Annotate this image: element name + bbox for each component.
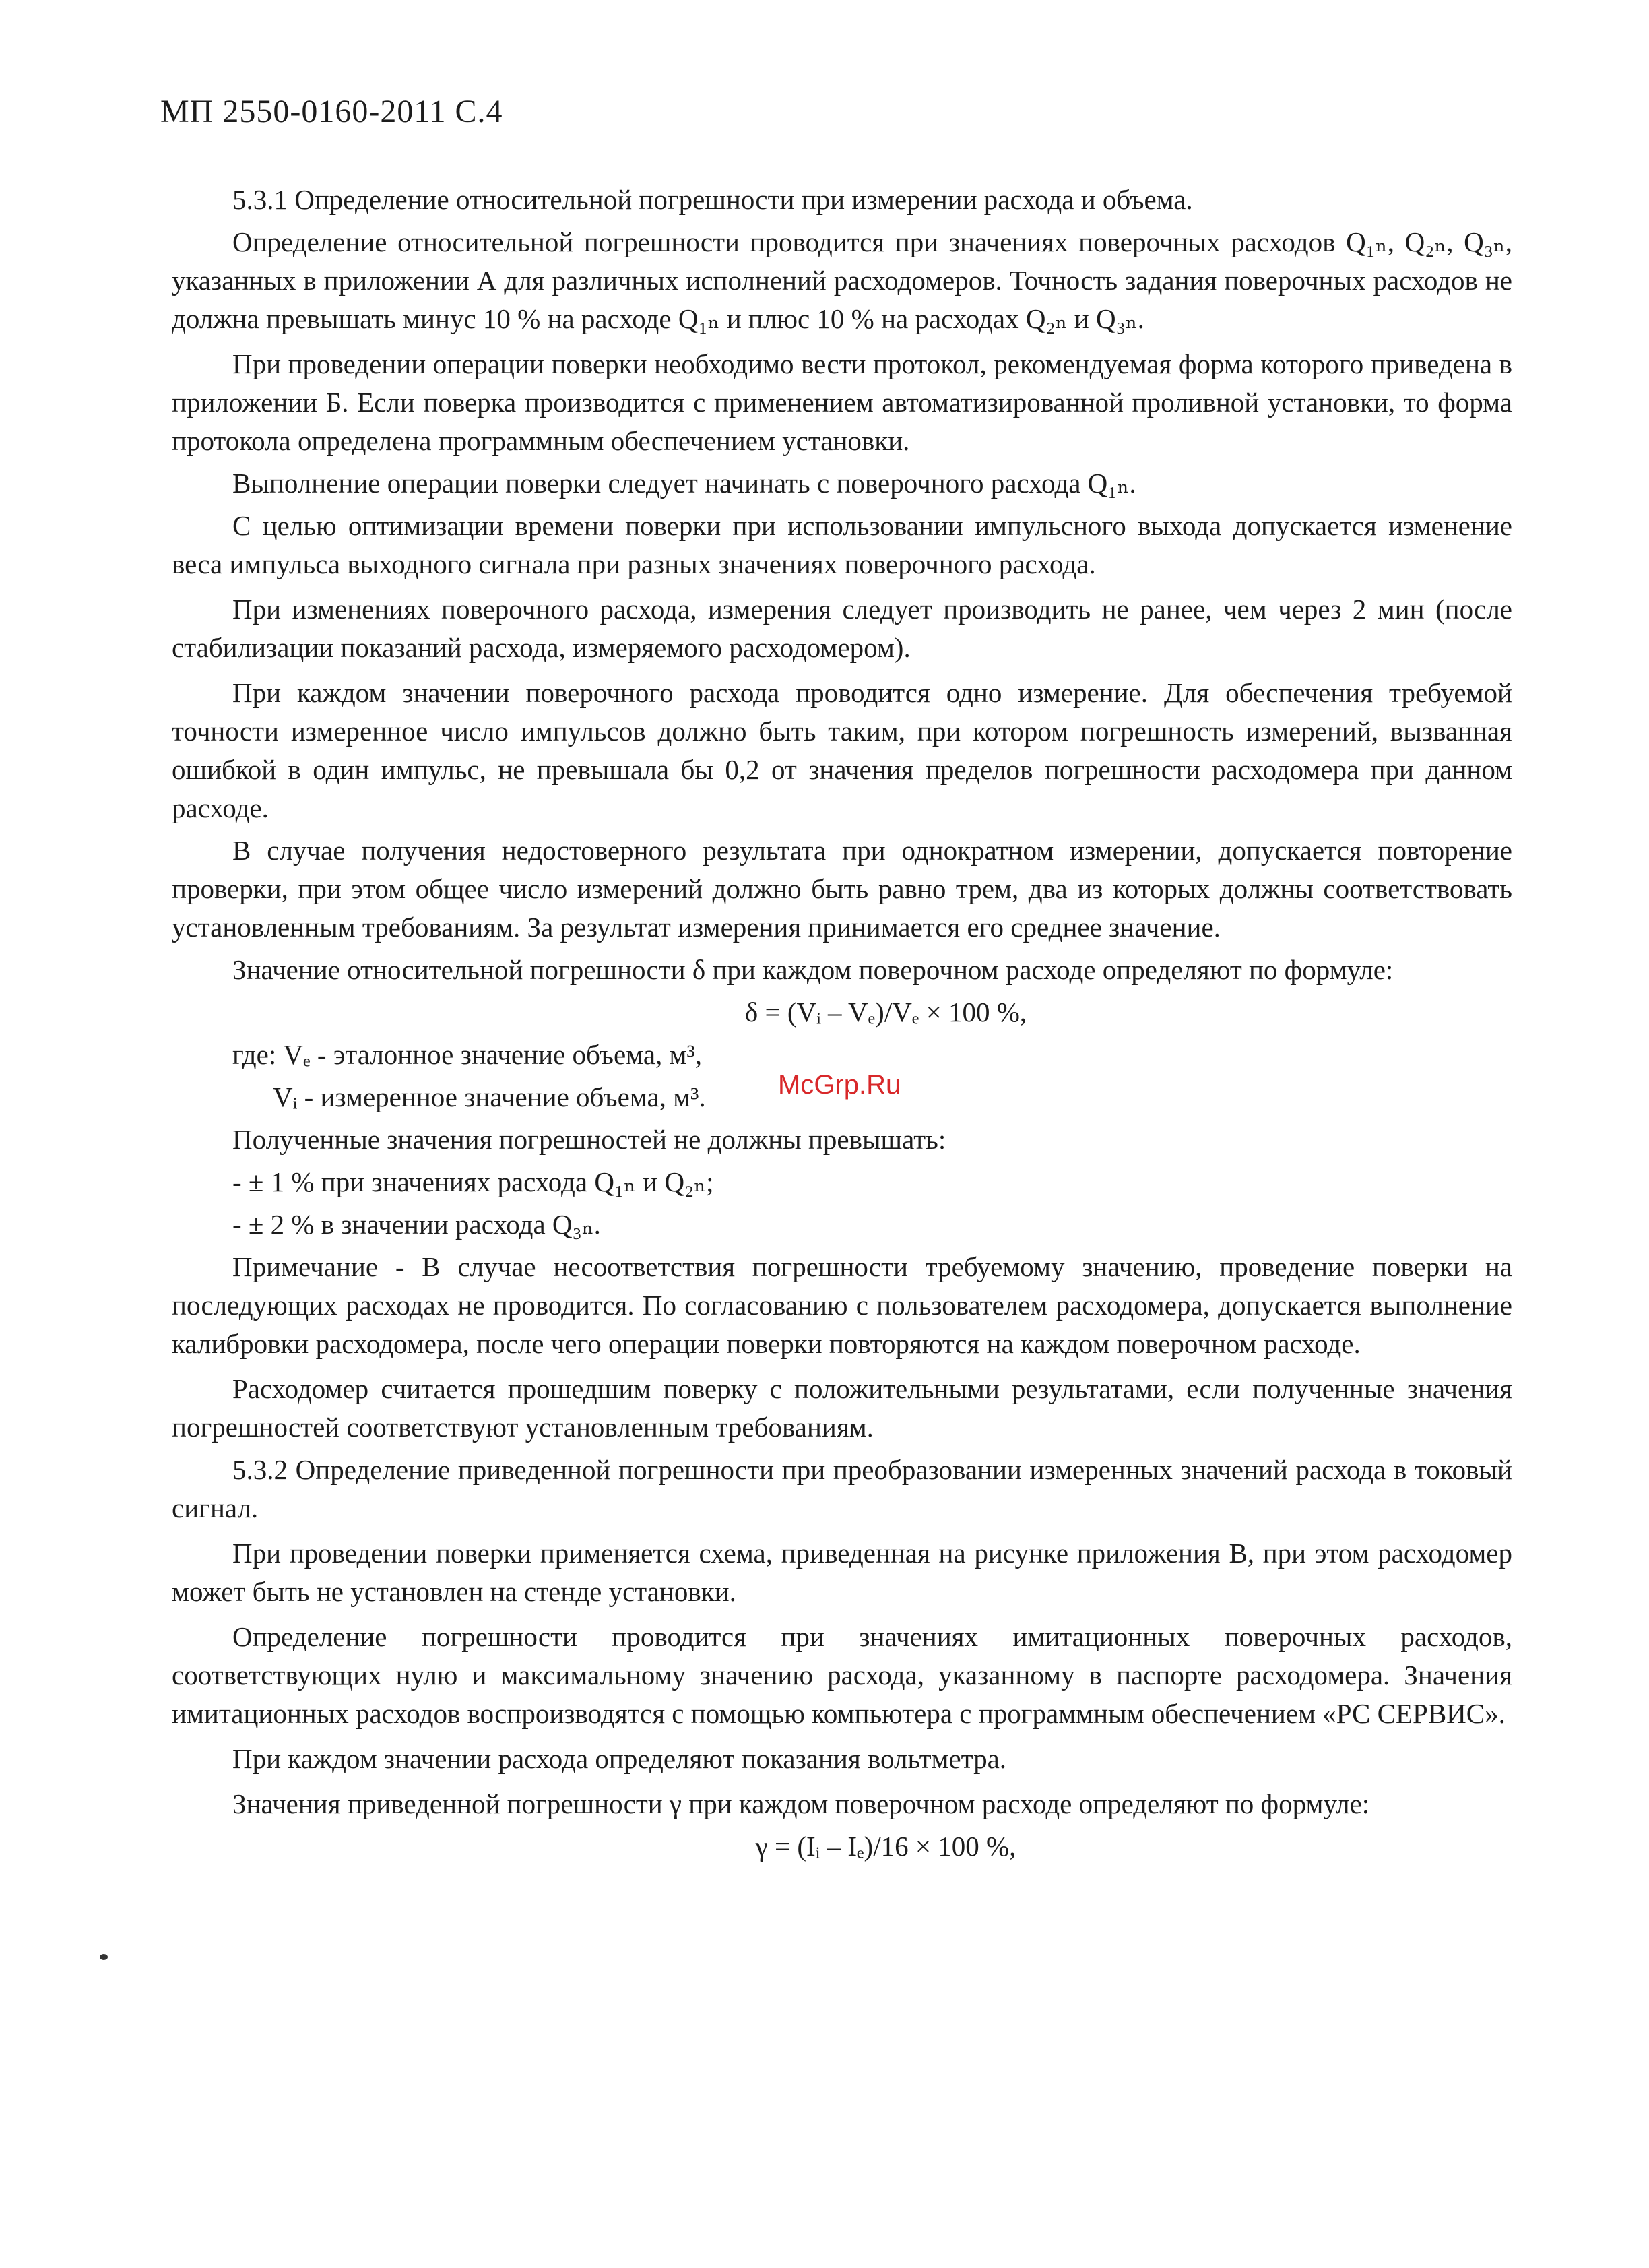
- document-body: [172, 181, 1512, 1870]
- formula-delta: δ = (Vᵢ – Vₑ)/Vₑ × 100 %,: [744, 997, 1027, 1028]
- paragraph: При каждом значении поверочного расхода проводится одно измерение. Для обеспечения требуемой точности измеренное число импульсов должно быть таким, при котором погрешность измерений, вызванная ошибкой в один импульс, не превышала бы 0,2 от значения пределов погрешности расходомера при данном расходе.: [172, 677, 1512, 823]
- paragraph: При изменениях поверочного расхода, измерения следует производить не ранее, чем через 2 мин (после стабилизации показаний расхода, измеряемого расходомером).: [172, 594, 1512, 663]
- note-paragraph: Примечание - В случае несоответствия погрешности требуемому значению, проведение поверки на последующих расходах не проводится. По согласованию с пользователем расходомера, допускается выполнение калибровки расходомера, после чего операции поверки повторяются на каждом поверочном расходе.: [172, 1251, 1512, 1359]
- paragraph: Расходомер считается прошедшим поверку с положительными результатами, если полученные значения погрешностей соответствуют установленным требованиям.: [172, 1373, 1512, 1443]
- paragraph: При проведении операции поверки необходимо вести протокол, рекомендуемая форма которого приведена в приложении Б. Если поверка производится с применением автоматизированной проливной установки, то форма протокола определена программным обеспечением установки.: [172, 348, 1512, 456]
- formula-legend-vi: Vᵢ - измеренное значение объема, м³.: [273, 1081, 706, 1112]
- section-5-3-2-heading: 5.3.2 Определение приведенной погрешности при преобразовании измеренных значений расхода в токовый сигнал.: [172, 1454, 1512, 1523]
- page-header: МП 2550-0160-2011 С.4: [160, 94, 503, 129]
- paragraph: В случае получения недостоверного результата при однократном измерении, допускается повторение проверки, при этом общее число измерений должно быть равно трем, два из которых должны соответствовать установленным требованиям. За результат измерения принимается его среднее значение.: [172, 835, 1512, 943]
- paragraph: При каждом значении расхода определяют показания вольтметра.: [232, 1743, 1007, 1774]
- formula-gamma: γ = (Iᵢ – Iₑ)/16 × 100 %,: [755, 1831, 1016, 1862]
- paragraph: Определение относительной погрешности проводится при значениях поверочных расходов Q₁ₙ, Q₂ₙ, Q₃ₙ, указанных в приложении А для различных исполнений расходомеров. Точность задания поверочных расходов не должна превышать минус 10 % на расходе Q₁ₙ и плюс 10 % на расходах Q₂ₙ и Q₃ₙ.: [172, 226, 1512, 334]
- section-5-3-1-heading: 5.3.1 Определение относительной погрешности при измерении расхода и объема.: [232, 184, 1193, 215]
- list-item: - ± 2 % в значении расхода Q₃ₙ.: [232, 1209, 601, 1240]
- paragraph: Определение погрешности проводится при значениях имитационных поверочных расходов, соответствующих нулю и максимальному значению расхода, указанному в паспорте расходомера. Значения имитационных расходов воспроизводятся с помощью компьютера с программным обеспечением «РС СЕРВИС».: [172, 1621, 1512, 1729]
- watermark: McGrp.Ru: [778, 1070, 901, 1100]
- paragraph: С целью оптимизации времени поверки при использовании импульсного выхода допускается изменение веса импульса выходного сигнала при разных значениях поверочного расхода.: [172, 510, 1512, 579]
- scan-speck: [100, 1954, 108, 1960]
- paragraph: Значение относительной погрешности δ при каждом поверочном расходе определяют по формуле:: [232, 954, 1394, 985]
- paragraph: При проведении поверки применяется схема, приведенная на рисунке приложения В, при этом расходомер может быть не установлен на стенде установки.: [172, 1538, 1512, 1607]
- list-item: - ± 1 % при значениях расхода Q₁ₙ и Q₂ₙ;: [232, 1166, 714, 1197]
- paragraph: Значения приведенной погрешности γ при каждом поверочном расходе определяют по формуле:: [232, 1788, 1370, 1819]
- paragraph: Полученные значения погрешностей не должны превышать:: [232, 1124, 946, 1155]
- paragraph: Выполнение операции поверки следует начинать с поверочного расхода Q₁ₙ.: [232, 468, 1136, 499]
- formula-legend-ve: где: Vₑ - эталонное значение объема, м³,: [232, 1039, 703, 1070]
